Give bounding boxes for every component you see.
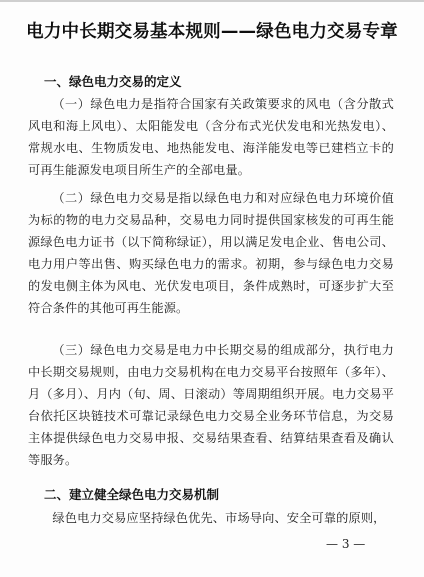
paragraph-2-block xyxy=(28,187,394,319)
paragraph-2: （二）绿色电力交易是指以绿色电力和对应绿色电力环境价值为标的物的电力交易品种，交易电力同时提供国家核发的可再生能源绿色电力证书（以下简称绿证），用以满足发电企业、售电公司、电力用户等出售、购买绿色电力的需求。初期，参与绿色电力交易的发电侧主体为风电、光伏发电项目，条件成熟时，可逐步扩大至符合条件的其他可再生能源。 xyxy=(28,191,394,315)
paragraph-1: （一）绿色电力是指符合国家有关政策要求的风电（含分散式风电和海上风电）、太阳能发电（含分布式光伏发电和光热发电）、常规水电、生物质发电、地热能发电、海洋能发电等已建档立卡的可再生能源发电项目所生产的全部电量。 xyxy=(28,97,394,177)
paragraph-3-block xyxy=(28,339,394,471)
paragraph-4-block xyxy=(28,507,394,529)
paragraph-1-block xyxy=(28,93,394,181)
document-title: 电力中长期交易基本规则——绿色电力交易专章 xyxy=(26,22,398,42)
top-divider xyxy=(0,0,424,2)
section-heading-2: 二、建立健全绿色电力交易机制 xyxy=(44,487,220,502)
section-heading-1: 一、绿色电力交易的定义 xyxy=(44,74,182,89)
page-number: — 3 — xyxy=(326,537,366,551)
paragraph-3: （三）绿色电力交易是电力中长期交易的组成部分，执行电力中长期交易规则，由电力交易机构在电力交易平台按照年（多年）、月（多月）、月内（旬、周、日滚动）等周期组织开展。电力交易平台依托区块链技术可靠记录绿色电力交易全业务环节信息，为交易主体提供绿色电力交易申报、交易结果查看、结算结果查看及确认等服务。 xyxy=(28,343,394,467)
paragraph-4: 绿色电力交易应坚持绿色优先、市场导向、安全可靠的原则， xyxy=(52,511,386,525)
